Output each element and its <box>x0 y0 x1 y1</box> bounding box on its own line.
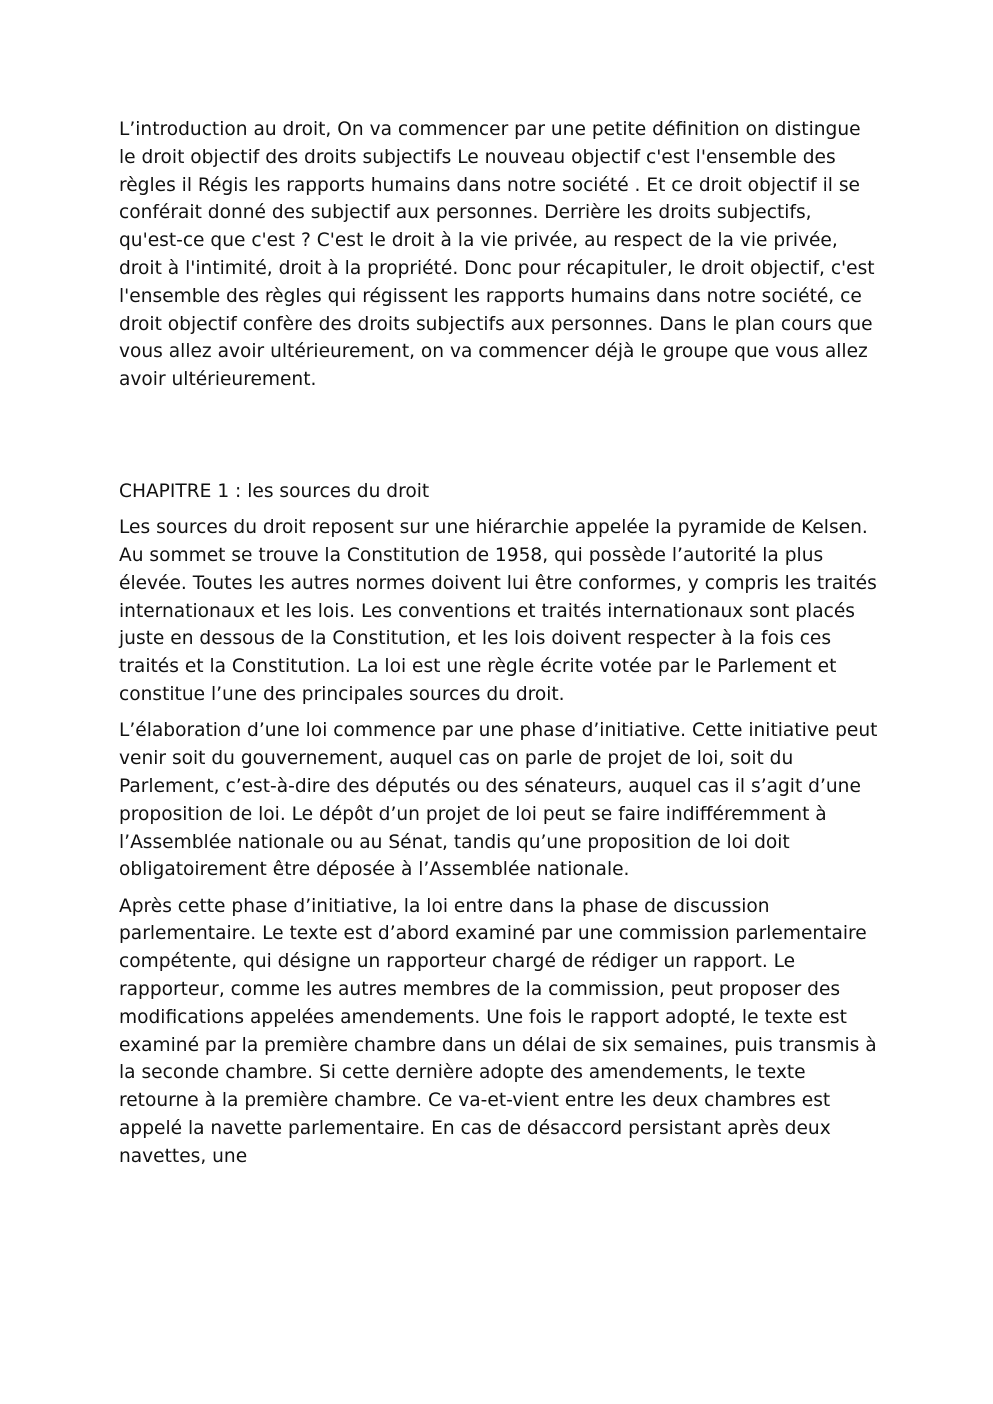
paragraph-initiative: L’élaboration d’une loi commence par une phase d’initiative. Cette initiative peut venir soit du gouvernement, auquel cas on parle de projet de loi, soit du Parlement, c’est-à-dire des députés ou des sénateurs, auquel cas il s’agit d’une proposition de loi. Le dépôt d’un projet de loi peut se faire indifféremment à l’Assemblée nationale ou au Sénat, tandis qu’une proposition de loi doit obligatoirement être déposée à l’Assemblée nationale. <box>119 720 878 881</box>
intro-paragraph: L’introduction au droit, On va commencer par une petite définition on distingue le droit objectif des droits subjectifs Le nouveau objectif c'est l'ensemble des règles il Régis les rapports humains dans notre société . Et ce droit objectif il se conférait donné des subjectif aux personnes. Derrière les droits subjectifs, qu'est-ce que c'est ? C'est le droit à la vie privée, au respect de la vie privée, droit à l'intimité, droit à la propriété. Donc pour récapituler, le droit objectif, c'est l'ensemble des règles qui régissent les rapports humains dans notre société, ce droit objectif confère des droits subjectifs aux personnes. Dans le plan cours que vous allez avoir ultérieurement, on va commencer déjà le groupe que vous allez avoir ultérieurement. <box>119 119 875 391</box>
paragraph-kelsen: Les sources du droit reposent sur une hiérarchie appelée la pyramide de Kelsen. Au sommet se trouve la Constitution de 1958, qui possède l’autorité la plus élevée. Toutes les autres normes doivent lui être conformes, y compris les traités internationaux et les lois. Les conventions et traités internationaux sont placés juste en dessous de la Constitution, et les lois doivent respecter à la fois ces traités et la Constitution. La loi est une règle écrite votée par le Parlement et constitue l’une des principales sources du droit. <box>119 517 877 706</box>
chapter-title: CHAPITRE 1 : les sources du droit <box>119 480 430 502</box>
paragraph-discussion: Après cette phase d’initiative, la loi entre dans la phase de discussion parlementaire. Le texte est d’abord examiné par une commission parlementaire compétente, qui désigne un rapporteur chargé de rédiger un rapport. Le rapporteur, comme les autres membres de la commission, peut proposer des modifications appelées amendements. Une fois le rapport adopté, le texte est examiné par la première chambre dans un délai de six semaines, puis transmis à la seconde chambre. Si cette dernière adopte des amendements, le texte retourne à la première chambre. Ce va-et-vient entre les deux chambres est appelé la navette parlementaire. En cas de désaccord persistant après deux navettes, une <box>119 895 877 1167</box>
document-page <box>119 116 879 1171</box>
